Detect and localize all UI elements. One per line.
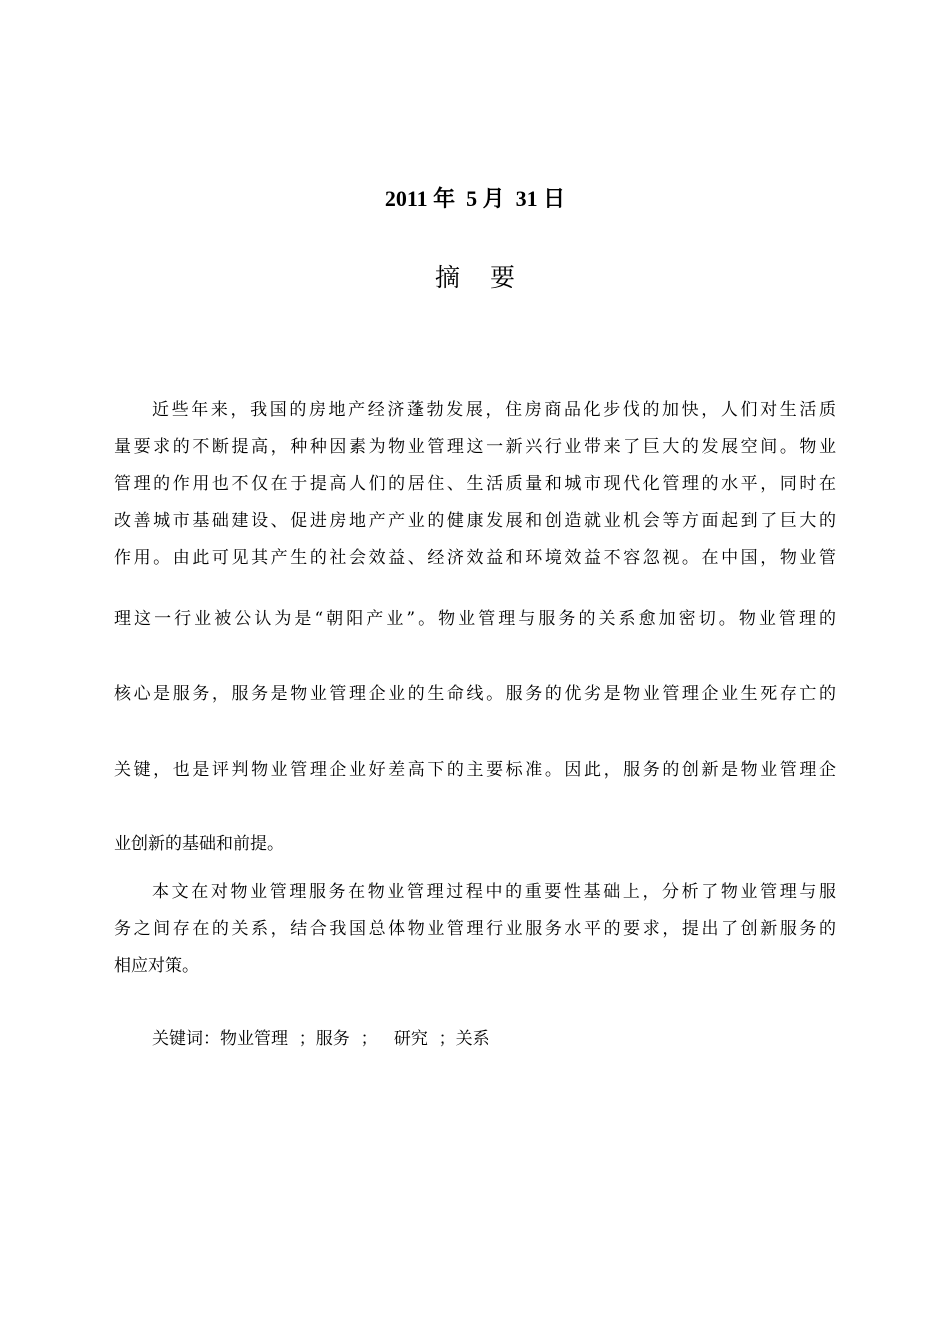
document-date: 2011 年 5 月 31 日 bbox=[384, 186, 566, 211]
abstract-line: 务之间存在的关系，结合我国总体物业管理行业服务水平的要求，提出了创新服务的 bbox=[114, 919, 836, 939]
keywords-line bbox=[152, 1024, 490, 1054]
abstract-emphasis-line: 业创新的基础和前提。 bbox=[114, 834, 284, 854]
abstract-emphasis-line: 关键，也是评判物业管理企业好差高下的主要标准。因此，服务的创新是物业管理企 bbox=[114, 760, 836, 780]
keywords-label: 关键词： bbox=[152, 1029, 220, 1049]
keywords-items: 物业管理 ；服务 ； 研究 ；关系 bbox=[220, 1029, 490, 1049]
abstract-line-mixed bbox=[114, 604, 836, 634]
abstract-line: 管理的作用也不仅在于提高人们的居住、生活质量和城市现代化管理的水平，同时在 bbox=[114, 474, 836, 494]
abstract-emphasis-line: 核心是服务，服务是物业管理企业的生命线。服务的优劣是物业管理企业生死存亡的 bbox=[114, 684, 836, 704]
abstract-heading: 摘要 bbox=[434, 263, 545, 292]
abstract-line: 本文在对物业管理服务在物业管理过程中的重要性基础上，分析了物业管理与服 bbox=[152, 882, 836, 902]
abstract-line: 相应对策。 bbox=[114, 956, 199, 976]
abstract-line: 量要求的不断提高，种种因素为物业管理这一新兴行业带来了巨大的发展空间。物业 bbox=[114, 437, 836, 457]
abstract-line: 近些年来，我国的房地产经济蓬勃发展，住房商品化步伐的加快，人们对生活质 bbox=[152, 400, 836, 420]
abstract-line: 改善城市基础建设、促进房地产产业的健康发展和创造就业机会等方面起到了巨大的 bbox=[114, 511, 836, 531]
abstract-emphasis-text: 物业管理的 bbox=[738, 609, 836, 629]
abstract-line: 作用。由此可见其产生的社会效益、经济效益和环境效益不容忽视。在中国，物业管 bbox=[114, 548, 836, 568]
abstract-text: 理这一行业被公认为是“朝阳产业”。物业管理与服务的关系愈加密切。 bbox=[114, 609, 739, 629]
